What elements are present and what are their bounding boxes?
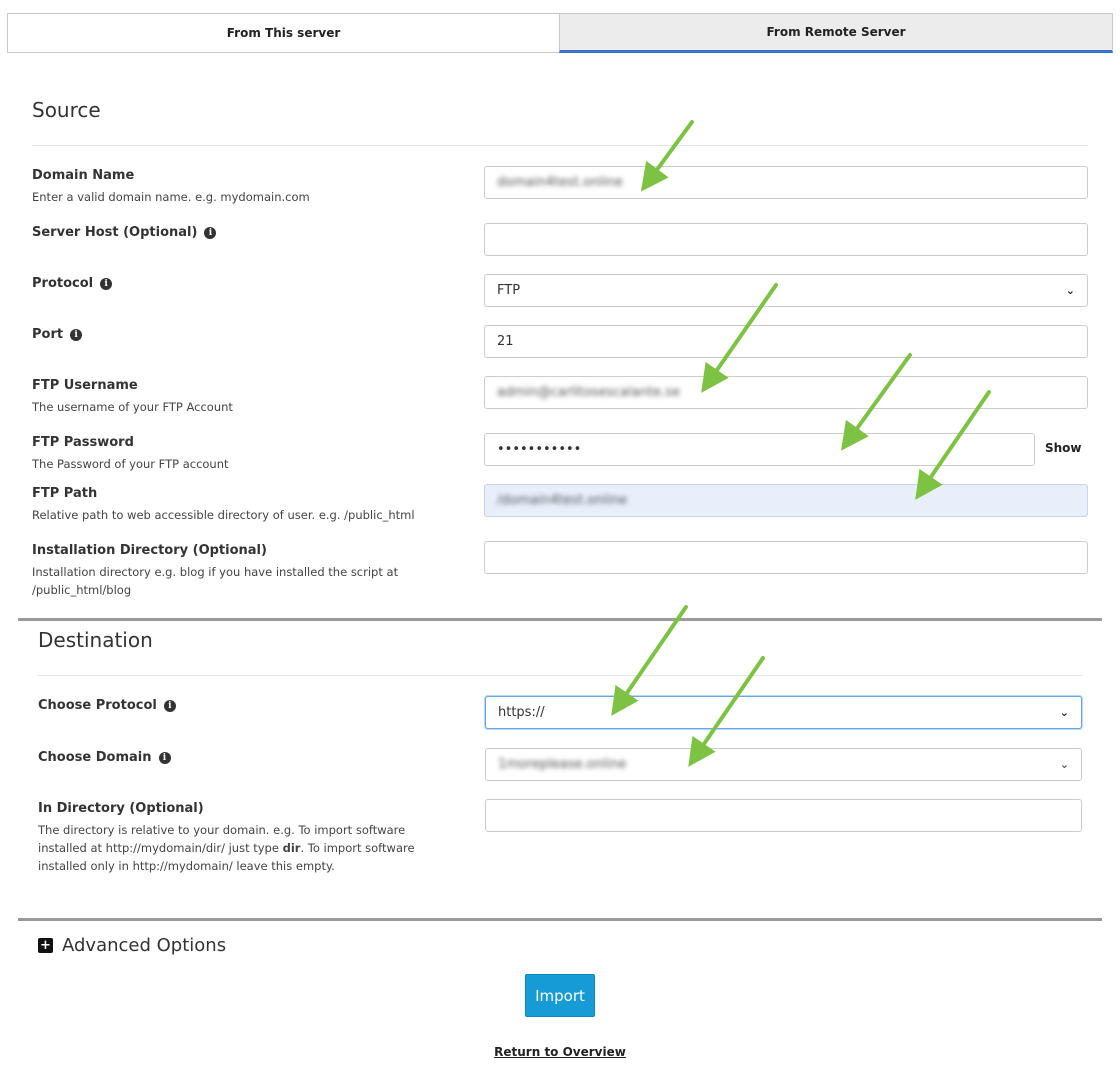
domain-name-label: Domain Name — [32, 168, 135, 183]
section-divider — [18, 918, 1102, 921]
in-directory-description: The directory is relative to your domain. e.g. To import software installed at http://mydomain/dir/ just type dir. To import software installed only in http://mydomain/ leave this empty. — [38, 823, 415, 873]
choose-protocol-label: Choose Protocol i — [38, 698, 176, 713]
advanced-options-label: Advanced Options — [62, 935, 227, 956]
divider — [38, 675, 1082, 676]
server-host-label: Server Host (Optional) i — [32, 225, 216, 240]
info-icon: i — [159, 752, 171, 764]
info-icon: i — [164, 700, 176, 712]
ftp-password-description: The Password of your FTP account — [32, 457, 229, 471]
advanced-options-toggle[interactable] — [38, 935, 226, 956]
ftp-username-description: The username of your FTP Account — [32, 400, 233, 414]
chevron-down-icon: ⌄ — [1059, 758, 1069, 771]
port-input[interactable]: 21 — [484, 325, 1088, 358]
protocol-label: Protocol i — [32, 276, 112, 291]
ftp-username-input[interactable]: admin@carlitosescalante.se — [484, 376, 1088, 409]
install-dir-label: Installation Directory (Optional) — [32, 543, 267, 558]
port-label: Port i — [32, 327, 82, 342]
ftp-path-description: Relative path to web accessible directory of user. e.g. /public_html — [32, 508, 415, 522]
section-divider — [18, 618, 1102, 621]
chevron-down-icon: ⌄ — [1059, 706, 1069, 719]
tab-from-remote-server[interactable] — [559, 13, 1113, 53]
ftp-password-label: FTP Password — [32, 435, 134, 450]
destination-section-title: Destination — [38, 628, 153, 652]
tab-label: From Remote Server — [766, 25, 906, 39]
info-icon: i — [70, 329, 82, 341]
source-section-title: Source — [32, 98, 101, 122]
protocol-select[interactable]: FTP ⌄ — [484, 274, 1088, 307]
info-icon: i — [204, 227, 216, 239]
ftp-path-label: FTP Path — [32, 486, 98, 501]
plus-square-icon: + — [38, 938, 53, 953]
info-icon: i — [100, 278, 112, 290]
install-dir-description: Installation directory e.g. blog if you have installed the script at /public_html/blog — [32, 565, 399, 597]
return-to-overview-link[interactable]: Return to Overview — [494, 1045, 626, 1059]
install-dir-input[interactable] — [484, 541, 1088, 574]
choose-domain-label: Choose Domain i — [38, 750, 171, 765]
in-directory-input[interactable] — [485, 799, 1082, 832]
in-directory-label: In Directory (Optional) — [38, 801, 204, 816]
choose-domain-select[interactable]: 1moreplease.online ⌄ — [485, 748, 1082, 781]
domain-name-description: Enter a valid domain name. e.g. mydomain.com — [32, 190, 310, 204]
chevron-down-icon: ⌄ — [1065, 284, 1075, 297]
domain-name-input[interactable]: domain4test.online — [484, 166, 1088, 199]
ftp-path-input[interactable]: /domain4test.online — [484, 484, 1088, 517]
ftp-username-label: FTP Username — [32, 378, 138, 393]
tab-from-this-server[interactable] — [7, 13, 560, 53]
ftp-password-input[interactable]: ••••••••••• — [484, 433, 1035, 466]
choose-protocol-select[interactable]: https:// ⌄ — [485, 696, 1082, 729]
divider — [32, 145, 1088, 146]
server-host-input[interactable] — [484, 223, 1088, 256]
tab-label: From This server — [226, 26, 341, 40]
arrow-choose-protocol — [618, 607, 686, 706]
show-password-button[interactable]: Show — [1045, 441, 1082, 455]
import-button[interactable]: Import — [525, 974, 595, 1017]
